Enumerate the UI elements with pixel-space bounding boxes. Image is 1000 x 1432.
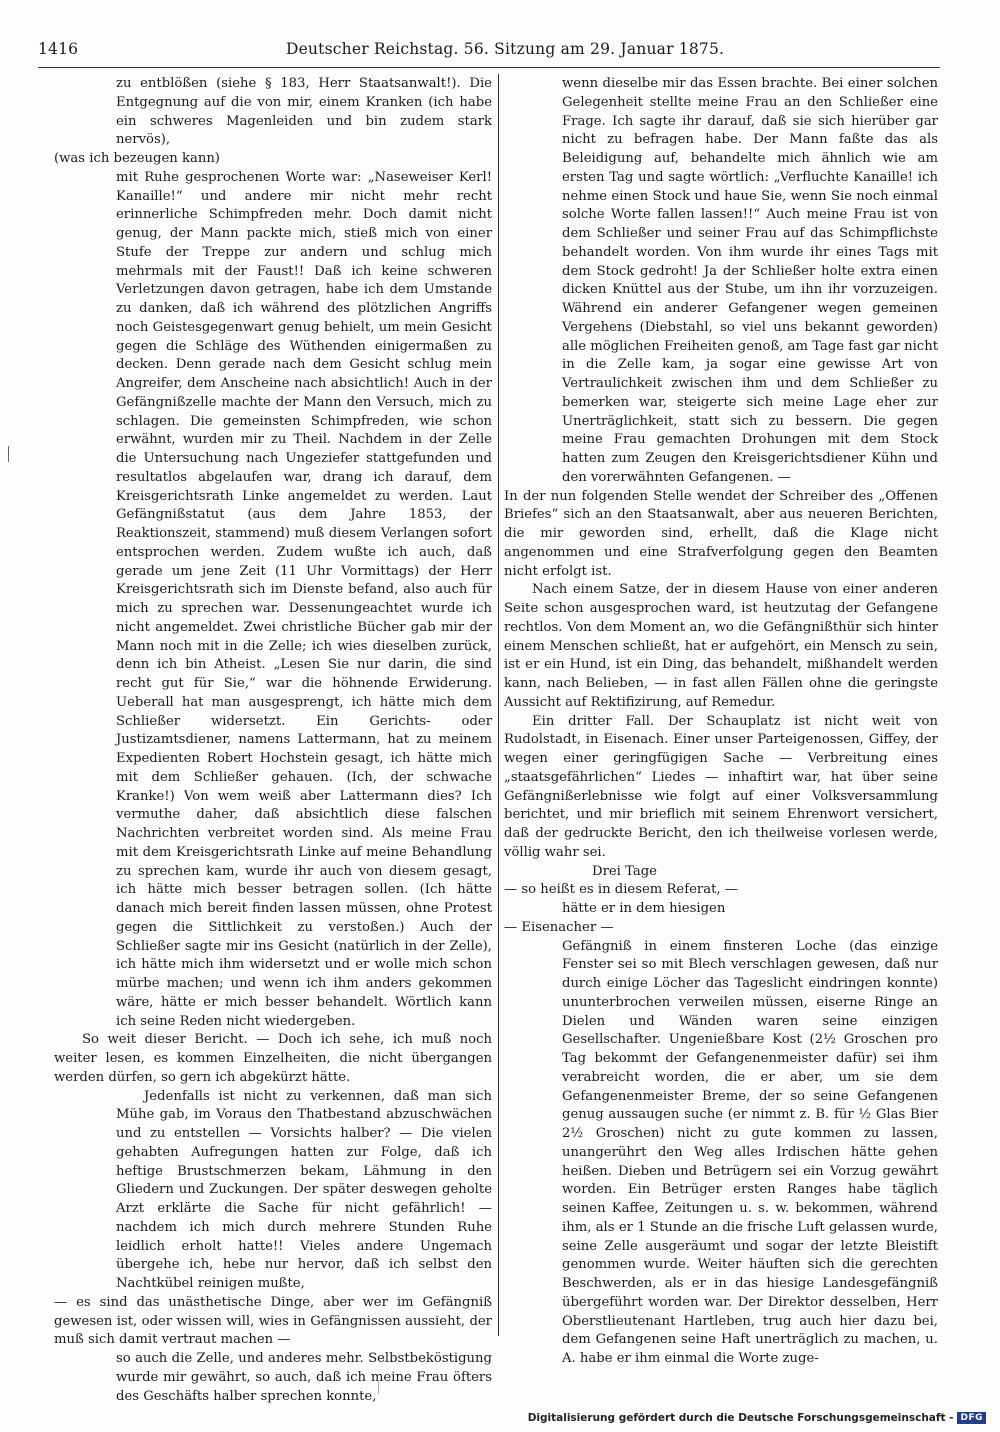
- page-number: 1416: [38, 40, 79, 58]
- interjection-line: — Eisenacher —: [504, 919, 614, 935]
- quote-paragraph: wenn dieselbe mir das Essen brachte. Bei einer solchen Gelegenheit stellte meine Frau an den Schließer eine Frage. Ich sagte ihr darauf, daß sie sich hierüber gar nicht zu befragen habe. Der Mann faßte das als Beleidigung auf, behandelte mich ähnlich wie am ersten Tag und sagte wörtlich: „Verfluchte Kanaille! ich nehme einen Stock und haue Sie, wenn Sie noch einmal solche Worte fallen lassen!!“ Auch meine Frau ist von dem Schließer und seiner Frau auf das Schimpflichste behandelt worden. Von ihm wurde ihr eines Tags mit dem Stock gedroht! Ja der Schließer holte extra einen dicken Knüttel aus der Stube, um ihn ihr vorzuzeigen. Während ein anderer Gefangener wegen gemeinen Vergehens (Diebstahl, so viel uns bekannt geworden) alle möglichen Freiheiten genoß, am Tage fast gar nicht in die Zelle kam, ja sogar eine gewisse Art von Vertraulichkeit zwischen ihm und dem Schließer zu bemerken war, steigerte sich meine Lage eher zur Unerträglichkeit, statt sich zu bessern. Die gegen meine Frau gemachten Drohungen mit dem Stock hatten zum Zeugen den Kreisgerichtsdiener Kühn und den vorerwähnten Gefangenen. —: [562, 76, 938, 485]
- page-header: [38, 36, 940, 64]
- speech-paragraph: Nach einem Satze, der in diesem Hause von einer anderen Seite schon ausgesprochen ward, ist heutzutag der Gefangene rechtlos. Von dem Moment an, wo die Gefängnißthür sich hinter einem Menschen schließt, hat er aufgehört, ein Mensch zu sein, ist er ein Hund, ist ein Ding, das behandelt, mißhandelt werden kann, nach Belieben, — in fast allen Fällen ohne die geringste Aussicht auf Rektifizirung, auf Remedur.: [504, 582, 938, 710]
- quote-line: Drei Tage: [592, 863, 657, 879]
- interjection-line: — es sind das unästhetische Dinge, aber wer im Gefängniß gewesen ist, oder wissen will, wies in Gefängnissen aussieht, der muß sich damit vertraut machen —: [54, 1294, 492, 1348]
- quote-paragraph: mit Ruhe gesprochenen Worte war: „Naseweiser Kerl! Kanaille!“ und andere mir nicht mehr recht erinnerliche Schimpfreden mehr. Doch damit nicht genug, der Mann packte mich, stieß mich von einer Stufe der Treppe zur andern und schlug mich mehrmals mit der Faust!! Daß ich keine schweren Verletzungen davon getragen, habe ich dem Umstande zu danken, daß ich während des plötzlichen Angriffs noch Geistesgegenwart genug behielt, um mein Gesicht gegen die Schläge des Wüthenden einigermaßen zu decken. Denn gerade nach dem Gesicht schlug mein Angreifer, dem Anscheine nach absichtlich! Auch in der Gefängnißzelle machte der Mann den Versuch, mich zu schlagen. Die gemeinsten Schimpfreden, wie schon erwähnt, wurden mir zu Theil. Nachdem in der Zelle die Untersuchung nach Ungeziefer stattgefunden und resultatlos abgelaufen war, drang ich darauf, dem Kreisgerichtsrath Linke angemeldet zu werden. Laut Gefängnißstatut (aus dem Jahre 1853, der Reaktionszeit, stammend) muß diesem Verlangen sofort entsprochen werden. Zudem wußte ich auch, daß gerade um jene Zeit (11 Uhr Vormittags) der Herr Kreisgerichtsrath sich im Dienste befand, also auch für mich zu sprechen war. Dessenungeachtet wurde ich nicht angemeldet. Zwei christliche Bücher gab mir der Mann noch mit in die Zelle; ich wies dieselben zurück, denn ich bin Atheist. „Lesen Sie nur darin, die sind recht gut für Sie,“ war die höhnende Erwiderung. Ueberall hat man ausgesprengt, ich hätte mich dem Schließer widersetzt. Ein Gerichts- oder Justizamtsdiener, namens Lattermann, hat zu meinem Expedienten Robert Hochstein gesagt, ich hätte mich mit dem Schließer gehauen. (Ich, der schwache Kranke!) Von wem weiß aber Lattermann dies? Ich vermuthe daher, daß absichtlich diese falschen Nachrichten verbreitet worden sind. Als meine Frau mit dem Kreisgerichtsrath Linke auf meine Behandlung zu sprechen kam, wurde ihr auch von diesem gesagt, ich hätte mich besser betragen sollen. (Ich hätte danach mich bereit finden lassen müssen, ohne Protest gegen die Sittlichkeit zu verstoßen.) Auch der Schließer sagte mir ins Gesicht (natürlich in der Zelle), ich hätte mich ihm widersetzt und er wolle mich schon mürbe machen; und wenn ich ihm anders gekommen wäre, hätte er mich besser behandelt. Wörtlich kann ich seine Reden nicht wiedergeben.: [116, 169, 492, 1029]
- margin-mark: [8, 446, 9, 462]
- interjection-line: — so heißt es in diesem Referat, —: [504, 882, 738, 898]
- speech-paragraph: In der nun folgenden Stelle wendet der Schreiber des „Offenen Briefes“ sich an den Staatsanwalt, aber aus neueren Berichten, die mir geworden sind, erhellt, daß die Klage nicht angenommen und eine Strafverfolgung gegen den Beamten nicht erfolgt ist.: [504, 488, 938, 579]
- interjection-line: (was ich bezeugen kann): [54, 151, 220, 166]
- credit-text: Digitalisierung gefördert durch die Deutsche Forschungsgemeinschaft -: [527, 1412, 954, 1424]
- speech-paragraph: Ein dritter Fall. Der Schauplatz ist nicht weit von Rudolstadt, in Eisenach. Einer unser Parteigenossen, Giffey, der wegen einer geringfügigen Sache — Verbreitung eines „staatsgefährlichen“ Liedes — inhaftirt war, hat über seine Gefängnißerlebnisse wie folgt auf einer Volksversammlung berichtet, und mir brieflich mit seinem Ehrenwort versichert, daß der gedruckte Bericht, den ich theilweise vorlesen werde, völlig wahr sei.: [504, 713, 938, 860]
- header-rule: [38, 67, 940, 68]
- column-divider: [498, 74, 499, 1336]
- speech-paragraph: So weit dieser Bericht. — Doch ich sehe, ich muß noch weiter lesen, es kommen Einzelheiten, die nicht übergangen werden dürfen, so gern ich abgekürzt hätte.: [54, 1032, 492, 1085]
- quote-paragraph: zu entblößen (siehe § 183, Herr Staatsanwalt!). Die Entgegnung auf die von mir, einem Kranken (ich habe ein schweres Magenleiden und bin zudem stark nervös),: [116, 76, 492, 148]
- right-column: [504, 75, 938, 1369]
- quote-line: hätte er in dem hiesigen: [562, 901, 726, 916]
- dfg-logo: DFG: [957, 1412, 986, 1424]
- left-column: [54, 75, 492, 1406]
- quote-paragraph: Jedenfalls ist nicht zu verkennen, daß man sich Mühe gab, im Voraus den Thatbestand abzuschwächen und zu entstellen — Vorsichts halber? — Die vielen gehabten Aufregungen hatten zur Folge, daß ich heftige Brustschmerzen bekam, Lähmung in den Gliedern und Zuckungen. Der später deswegen geholte Arzt erklärte die Sache für nicht gefährlich! — nachdem ich mich durch mehrere Stunden Ruhe leidlich erholt hatte!! Vieles andere Ungemach übergehe ich, hebe nur hervor, daß ich selbst den Nachtkübel reinigen mußte,: [116, 1088, 492, 1291]
- digitization-credit: [528, 1412, 986, 1424]
- quote-paragraph: Gefängniß in einem finsteren Loche (das einzige Fenster sei so mit Blech verschlagen gewesen, daß nur durch einige Löcher das Tageslicht eindringen konnte) ununterbrochen verweilen müssen, eiserne Ringe an Dielen und Wänden waren seine einzigen Gesellschafter. Ungenießbare Kost (2½ Groschen pro Tag bekommt der Gefangenenmeister dafür) sei ihm verabreicht worden, die er aber, um sie dem Gefangenenmeister Breme, der so seine Gefangenen genug aussaugen suche (er nimmt z. B. für ½ Glas Bier 2½ Groschen) nicht zu gute kommen zu lassen, unangerührt den Weg alles Irdischen hätte gehen heißen. Dieben und Betrügern sei ein Vorzug gewährt worden. Ein Betrüger ersten Ranges habe täglich seinen Kaffee, Zeitungen u. s. w. bekommen, während ihm, als er 1 Stunde an die frische Luft gelassen wurde, seine Zelle ausgeräumt und sogar der letzte Bleistift genommen wurde. Weiter häuften sich die gerechten Beschwerden, als er in das hiesige Landesgefängniß übergeführt worden war. Der Direktor desselben, Herr Oberstlieutenant Hartleben, trug auch hier dazu bei, dem Gefangenen seine Haft unerträglich zu machen, u. A. habe er ihm einmal die Worte zuge-: [562, 938, 938, 1366]
- running-title: Deutscher Reichstag. 56. Sitzung am 29. Januar 1875.: [286, 40, 725, 58]
- quote-paragraph: so auch die Zelle, und anderes mehr. Selbstbeköstigung wurde mir gewährt, so auch, daß ich meine Frau öfters des Geschäfts halber sprechen konnte,: [116, 1351, 492, 1404]
